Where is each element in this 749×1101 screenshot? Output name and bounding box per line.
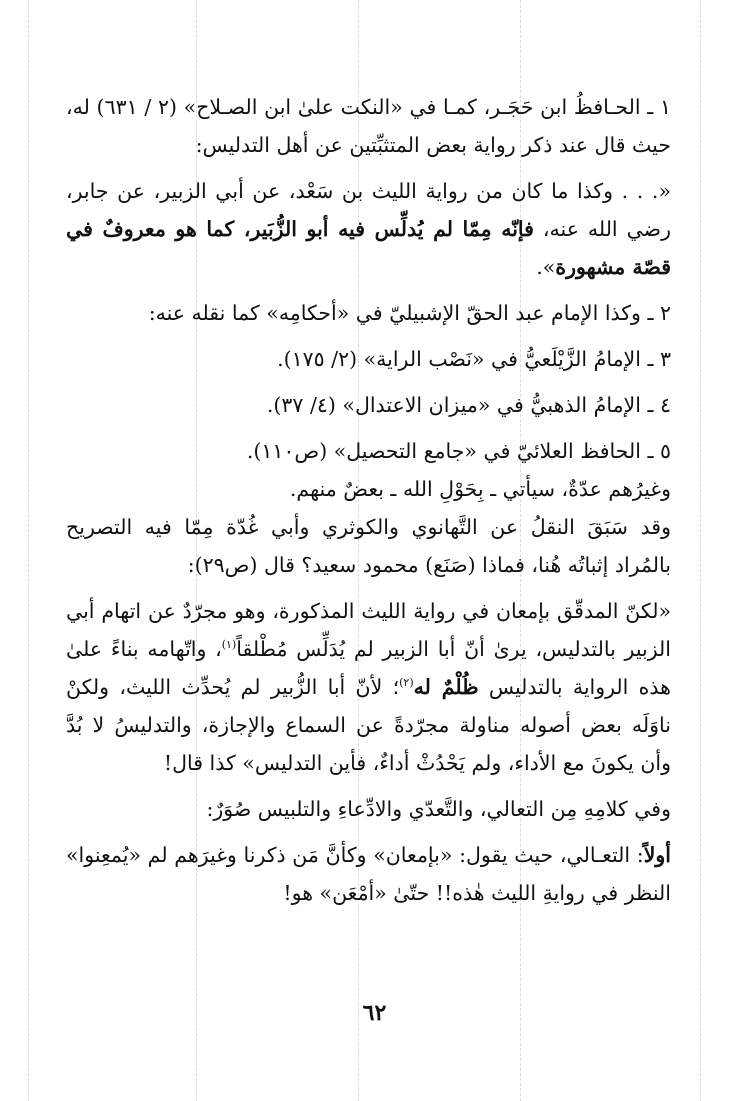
paragraph-critique-intro xyxy=(66,790,671,828)
paragraph-zaylai xyxy=(66,340,671,378)
paragraph-text: ١ ـ الحـافظُ ابن حَجَـر، كمـا في «النكت علىٰ ابن الصـلاح» (٢ / ٦٣١) له، حيث قال عند ذكر رواية بعض المتثبِّتين عن أهل التدليس: xyxy=(66,95,671,157)
paragraph-text: وفي كلامِهِ مِن التعالي، والتَّعدّي والادِّعاءِ والتلبيس صُوَرٌ: xyxy=(206,797,671,821)
quote-end: ». xyxy=(536,255,556,279)
paragraph-text: : التعـالي، حيث يقول: «بإمعان» وكأنَّ مَن ذكرنا وغيرَهم لم «يُمعِنوا» النظر في روايةِ الليث هٰذه!! حتّىٰ «أمْعَن» هو! xyxy=(66,843,671,905)
paragraph-first-point xyxy=(66,836,671,912)
footnote-marker: (١) xyxy=(221,638,237,652)
scan-guide-line xyxy=(700,0,701,1101)
paragraph-text: ٣ ـ الإمامُ الزَّيْلَعيُّ في «نَصْب الراية» (٢/ ١٧٥). xyxy=(277,347,671,371)
paragraph-text: ٤ ـ الإمامُ الذهبيُّ في «ميزان الاعتدال» (٤/ ٣٧). xyxy=(266,393,671,417)
paragraph-abdulhaq xyxy=(66,294,671,332)
paragraph-dhahabi xyxy=(66,386,671,424)
paragraph-text: ٥ ـ الحافظ العلائيّ في «جامع التحصيل» (ص١١٠). xyxy=(246,439,671,463)
quote-text: ؛ لأنّ أبا الزُّبير لم يُحدِّث الليث، ولكنْ ناوَلَه بعض أصوله مناولة مجرّدةً عن السماع والإجازة، والتدليسُ لا بُدَّ وأن يكونَ مع الأداء، ولم يَحْدُثْ أداءٌ، فأين التدليس» كذا قال! xyxy=(66,675,671,775)
quote-text: «لكنّ المدقّق بإمعان في رواية الليث المذكورة، وهو مجرّدٌ عن اتهام أبي الزبير بالتدليس، يرىٰ أنّ أبا الزبير لم يُدَلِّس مُطْلقاً xyxy=(66,599,671,661)
point-heading: أولاً xyxy=(643,843,671,867)
paragraph-text: ٢ ـ وكذا الإمام عبد الحقّ الإشبيليّ في «أحكامِه» كما نقله عنه: xyxy=(148,301,671,325)
quote-text: «. . . وكذا ما كان من رواية الليث بن سَعْد، عن أبي الزبير، عن جابر، رضي الله عنه، xyxy=(66,179,671,241)
paragraph-tahanawi xyxy=(66,508,671,584)
paragraph-ibn-hajar xyxy=(66,88,671,164)
paragraph-others xyxy=(66,470,671,508)
paragraph-text: وقد سَبَقَ النقلُ عن التَّهانوي والكوثري وأبي غُدّة مِمّا فيه التصريح بالمُراد إثباتُه هُنا، فماذا (صَنَع) محمود سعيد؟ قال (ص٢٩): xyxy=(66,515,671,577)
quote-text: ، واتّهامه بناءً علىٰ هذه الرواية بالتدليس xyxy=(66,637,671,699)
paragraph-mahmoud-quote xyxy=(66,592,671,782)
quote-bold-text: ظُلْمٌ له xyxy=(413,675,479,699)
footnote-marker: (٢) xyxy=(399,676,414,690)
body-text xyxy=(66,88,671,912)
page-number: ٦٢ xyxy=(362,1000,387,1026)
paragraph-quote-laith xyxy=(66,172,671,286)
quote-bold-text: فإنّه مِمّا لم يُدلِّس فيه أبو الزُّبَير، كما هو معروفٌ في قصّة مشهورة xyxy=(66,217,671,279)
paragraph-alai xyxy=(66,432,671,470)
paragraph-text: وغيرُهم عدّةٌ، سيأتي ـ بِحَوْلِ الله ـ بعضٌ منهم. xyxy=(289,477,671,501)
scan-guide-line xyxy=(28,0,29,1101)
